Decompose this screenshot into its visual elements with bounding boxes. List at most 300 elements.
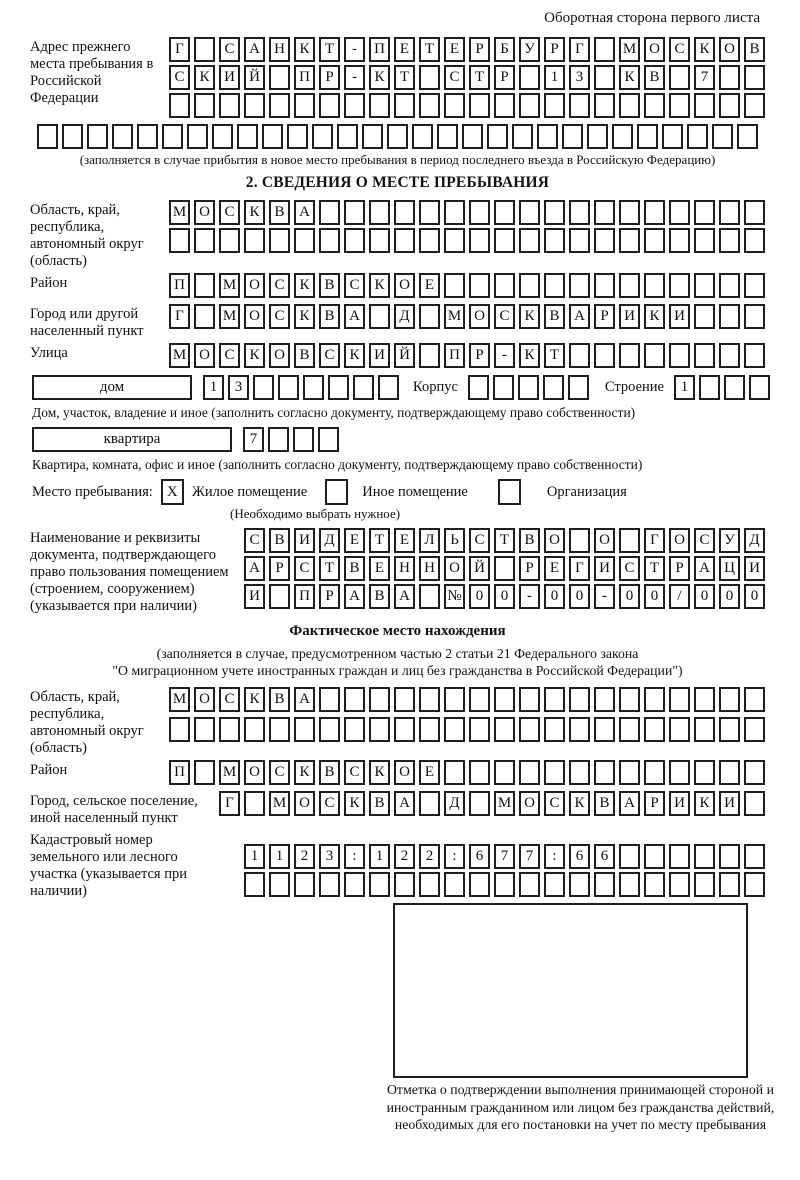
char-cell[interactable] bbox=[328, 375, 349, 400]
char-cell[interactable]: Р bbox=[319, 65, 340, 90]
char-cell[interactable]: Р bbox=[594, 304, 615, 329]
char-cell[interactable] bbox=[719, 343, 740, 368]
char-cell[interactable] bbox=[587, 124, 608, 149]
char-cell[interactable] bbox=[519, 65, 540, 90]
char-cell[interactable] bbox=[662, 124, 683, 149]
char-cell[interactable]: В bbox=[319, 304, 340, 329]
char-cell[interactable] bbox=[268, 427, 289, 452]
char-cell[interactable] bbox=[269, 65, 290, 90]
char-cell[interactable] bbox=[694, 343, 715, 368]
char-cell[interactable]: 1 bbox=[544, 65, 565, 90]
char-cell[interactable] bbox=[543, 375, 564, 400]
char-cell[interactable]: 7 bbox=[694, 65, 715, 90]
char-cell[interactable]: 0 bbox=[694, 584, 715, 609]
char-cell[interactable] bbox=[619, 343, 640, 368]
char-cell[interactable]: 1 bbox=[674, 375, 695, 400]
char-cell[interactable]: П bbox=[169, 760, 190, 785]
char-cell[interactable] bbox=[669, 65, 690, 90]
char-cell[interactable]: П bbox=[169, 273, 190, 298]
char-cell[interactable] bbox=[444, 687, 465, 712]
char-cell[interactable]: Е bbox=[344, 528, 365, 553]
char-cell[interactable]: 7 bbox=[519, 844, 540, 869]
char-cell[interactable] bbox=[337, 124, 358, 149]
char-cell[interactable] bbox=[319, 93, 340, 118]
checkbox-organization[interactable] bbox=[498, 479, 521, 505]
char-cell[interactable] bbox=[444, 760, 465, 785]
char-cell[interactable]: К bbox=[344, 343, 365, 368]
char-cell[interactable] bbox=[644, 872, 665, 897]
char-cell[interactable] bbox=[594, 228, 615, 253]
char-cell[interactable] bbox=[244, 717, 265, 742]
char-cell[interactable] bbox=[569, 687, 590, 712]
char-cell[interactable]: Г bbox=[569, 37, 590, 62]
char-cell[interactable] bbox=[644, 273, 665, 298]
char-cell[interactable]: И bbox=[669, 304, 690, 329]
char-cell[interactable]: К bbox=[519, 343, 540, 368]
char-cell[interactable] bbox=[744, 791, 765, 816]
char-cell[interactable]: О bbox=[244, 760, 265, 785]
char-cell[interactable] bbox=[369, 93, 390, 118]
char-cell[interactable] bbox=[719, 760, 740, 785]
char-cell[interactable] bbox=[537, 124, 558, 149]
char-cell[interactable] bbox=[569, 343, 590, 368]
char-cell[interactable] bbox=[669, 93, 690, 118]
char-cell[interactable]: И bbox=[744, 556, 765, 581]
char-cell[interactable] bbox=[169, 717, 190, 742]
char-cell[interactable] bbox=[694, 760, 715, 785]
char-cell[interactable] bbox=[719, 844, 740, 869]
char-cell[interactable] bbox=[619, 872, 640, 897]
char-cell[interactable]: Ц bbox=[719, 556, 740, 581]
char-cell[interactable]: О bbox=[244, 304, 265, 329]
char-cell[interactable] bbox=[169, 93, 190, 118]
char-cell[interactable]: М bbox=[619, 37, 640, 62]
char-cell[interactable]: К bbox=[619, 65, 640, 90]
char-cell[interactable]: 3 bbox=[319, 844, 340, 869]
char-cell[interactable]: Б bbox=[494, 37, 515, 62]
char-cell[interactable]: - bbox=[344, 37, 365, 62]
char-cell[interactable] bbox=[462, 124, 483, 149]
char-cell[interactable]: Т bbox=[644, 556, 665, 581]
char-cell[interactable]: А bbox=[694, 556, 715, 581]
char-cell[interactable] bbox=[619, 200, 640, 225]
char-cell[interactable]: А bbox=[344, 584, 365, 609]
char-cell[interactable]: М bbox=[169, 343, 190, 368]
char-cell[interactable]: В bbox=[544, 304, 565, 329]
char-cell[interactable] bbox=[293, 427, 314, 452]
char-cell[interactable] bbox=[594, 200, 615, 225]
char-cell[interactable]: К bbox=[244, 343, 265, 368]
char-cell[interactable]: М bbox=[219, 273, 240, 298]
char-cell[interactable] bbox=[694, 687, 715, 712]
char-cell[interactable] bbox=[419, 228, 440, 253]
char-cell[interactable]: 2 bbox=[419, 844, 440, 869]
char-cell[interactable] bbox=[719, 228, 740, 253]
char-cell[interactable] bbox=[353, 375, 374, 400]
char-cell[interactable]: О bbox=[519, 791, 540, 816]
char-cell[interactable]: У bbox=[519, 37, 540, 62]
char-cell[interactable] bbox=[494, 760, 515, 785]
char-cell[interactable] bbox=[719, 872, 740, 897]
char-cell[interactable] bbox=[619, 528, 640, 553]
char-cell[interactable] bbox=[194, 228, 215, 253]
char-cell[interactable] bbox=[744, 872, 765, 897]
char-cell[interactable] bbox=[344, 872, 365, 897]
char-cell[interactable]: В bbox=[369, 791, 390, 816]
char-cell[interactable] bbox=[444, 228, 465, 253]
char-cell[interactable]: И bbox=[719, 791, 740, 816]
char-cell[interactable] bbox=[569, 93, 590, 118]
char-cell[interactable] bbox=[744, 273, 765, 298]
char-cell[interactable] bbox=[669, 273, 690, 298]
char-cell[interactable] bbox=[644, 93, 665, 118]
char-cell[interactable] bbox=[669, 687, 690, 712]
char-cell[interactable] bbox=[594, 273, 615, 298]
char-cell[interactable] bbox=[194, 273, 215, 298]
char-cell[interactable] bbox=[694, 273, 715, 298]
char-cell[interactable] bbox=[444, 273, 465, 298]
char-cell[interactable] bbox=[644, 228, 665, 253]
char-cell[interactable]: В bbox=[294, 343, 315, 368]
char-cell[interactable]: - bbox=[494, 343, 515, 368]
char-cell[interactable]: Р bbox=[544, 37, 565, 62]
char-cell[interactable]: Д bbox=[444, 791, 465, 816]
char-cell[interactable]: Й bbox=[469, 556, 490, 581]
char-cell[interactable]: Е bbox=[369, 556, 390, 581]
char-cell[interactable] bbox=[219, 717, 240, 742]
char-cell[interactable] bbox=[569, 228, 590, 253]
char-cell[interactable]: : bbox=[544, 844, 565, 869]
char-cell[interactable] bbox=[494, 228, 515, 253]
char-cell[interactable] bbox=[494, 717, 515, 742]
char-cell[interactable]: 1 bbox=[369, 844, 390, 869]
char-cell[interactable]: 7 bbox=[494, 844, 515, 869]
char-cell[interactable]: К bbox=[294, 760, 315, 785]
char-cell[interactable]: Т bbox=[419, 37, 440, 62]
char-cell[interactable] bbox=[278, 375, 299, 400]
char-cell[interactable]: О bbox=[444, 556, 465, 581]
char-cell[interactable] bbox=[594, 717, 615, 742]
char-cell[interactable] bbox=[369, 228, 390, 253]
char-cell[interactable] bbox=[619, 760, 640, 785]
char-cell[interactable]: В bbox=[644, 65, 665, 90]
char-cell[interactable]: 2 bbox=[394, 844, 415, 869]
char-cell[interactable] bbox=[419, 304, 440, 329]
char-cell[interactable] bbox=[394, 872, 415, 897]
char-cell[interactable] bbox=[387, 124, 408, 149]
char-cell[interactable] bbox=[244, 93, 265, 118]
char-cell[interactable] bbox=[469, 273, 490, 298]
char-cell[interactable] bbox=[294, 872, 315, 897]
char-cell[interactable] bbox=[269, 717, 290, 742]
char-cell[interactable]: К bbox=[694, 37, 715, 62]
char-cell[interactable]: : bbox=[344, 844, 365, 869]
char-cell[interactable]: 7 bbox=[243, 427, 264, 452]
char-cell[interactable]: С bbox=[344, 760, 365, 785]
char-cell[interactable] bbox=[519, 760, 540, 785]
char-cell[interactable]: О bbox=[719, 37, 740, 62]
char-cell[interactable] bbox=[669, 872, 690, 897]
char-cell[interactable] bbox=[544, 93, 565, 118]
char-cell[interactable] bbox=[594, 93, 615, 118]
char-cell[interactable]: 0 bbox=[744, 584, 765, 609]
char-cell[interactable] bbox=[494, 93, 515, 118]
char-cell[interactable]: К bbox=[519, 304, 540, 329]
char-cell[interactable]: К bbox=[294, 273, 315, 298]
char-cell[interactable]: В bbox=[519, 528, 540, 553]
char-cell[interactable] bbox=[87, 124, 108, 149]
char-cell[interactable]: К bbox=[694, 791, 715, 816]
char-cell[interactable]: К bbox=[569, 791, 590, 816]
char-cell[interactable]: К bbox=[294, 304, 315, 329]
char-cell[interactable] bbox=[744, 200, 765, 225]
char-cell[interactable]: Р bbox=[469, 37, 490, 62]
char-cell[interactable]: М bbox=[219, 304, 240, 329]
char-cell[interactable] bbox=[419, 717, 440, 742]
char-cell[interactable]: 0 bbox=[619, 584, 640, 609]
char-cell[interactable] bbox=[444, 717, 465, 742]
char-cell[interactable]: О bbox=[269, 343, 290, 368]
char-cell[interactable]: В bbox=[269, 200, 290, 225]
char-cell[interactable] bbox=[318, 427, 339, 452]
char-cell[interactable]: В bbox=[319, 273, 340, 298]
char-cell[interactable] bbox=[669, 717, 690, 742]
char-cell[interactable] bbox=[194, 93, 215, 118]
char-cell[interactable] bbox=[287, 124, 308, 149]
char-cell[interactable] bbox=[544, 228, 565, 253]
char-cell[interactable] bbox=[444, 93, 465, 118]
char-cell[interactable]: Е bbox=[444, 37, 465, 62]
char-cell[interactable]: М bbox=[219, 760, 240, 785]
char-cell[interactable] bbox=[694, 872, 715, 897]
char-cell[interactable]: Д bbox=[394, 304, 415, 329]
char-cell[interactable] bbox=[544, 760, 565, 785]
char-cell[interactable] bbox=[344, 717, 365, 742]
char-cell[interactable]: Т bbox=[319, 556, 340, 581]
char-cell[interactable] bbox=[694, 93, 715, 118]
char-cell[interactable]: Р bbox=[469, 343, 490, 368]
char-cell[interactable]: О bbox=[544, 528, 565, 553]
char-cell[interactable]: С bbox=[444, 65, 465, 90]
char-cell[interactable]: О bbox=[669, 528, 690, 553]
char-cell[interactable]: К bbox=[369, 65, 390, 90]
char-cell[interactable] bbox=[419, 687, 440, 712]
char-cell[interactable] bbox=[744, 65, 765, 90]
char-cell[interactable] bbox=[237, 124, 258, 149]
char-cell[interactable] bbox=[744, 717, 765, 742]
char-cell[interactable]: Т bbox=[494, 528, 515, 553]
char-cell[interactable] bbox=[137, 124, 158, 149]
char-cell[interactable] bbox=[419, 65, 440, 90]
char-cell[interactable] bbox=[469, 760, 490, 785]
char-cell[interactable] bbox=[494, 687, 515, 712]
char-cell[interactable] bbox=[369, 304, 390, 329]
char-cell[interactable]: С bbox=[269, 304, 290, 329]
char-cell[interactable] bbox=[644, 717, 665, 742]
char-cell[interactable] bbox=[394, 687, 415, 712]
char-cell[interactable]: Г bbox=[169, 37, 190, 62]
char-cell[interactable] bbox=[244, 791, 265, 816]
char-cell[interactable]: Е bbox=[394, 37, 415, 62]
char-cell[interactable] bbox=[619, 687, 640, 712]
char-cell[interactable] bbox=[594, 65, 615, 90]
char-cell[interactable] bbox=[378, 375, 399, 400]
char-cell[interactable] bbox=[644, 760, 665, 785]
char-cell[interactable] bbox=[694, 844, 715, 869]
char-cell[interactable]: П bbox=[444, 343, 465, 368]
char-cell[interactable]: С bbox=[219, 37, 240, 62]
char-cell[interactable]: 6 bbox=[594, 844, 615, 869]
char-cell[interactable] bbox=[112, 124, 133, 149]
char-cell[interactable]: К bbox=[244, 687, 265, 712]
char-cell[interactable]: К bbox=[644, 304, 665, 329]
char-cell[interactable] bbox=[419, 200, 440, 225]
char-cell[interactable] bbox=[303, 375, 324, 400]
char-cell[interactable] bbox=[619, 93, 640, 118]
char-cell[interactable]: Й bbox=[394, 343, 415, 368]
char-cell[interactable]: М bbox=[269, 791, 290, 816]
char-cell[interactable] bbox=[169, 228, 190, 253]
char-cell[interactable] bbox=[519, 200, 540, 225]
char-cell[interactable]: О bbox=[644, 37, 665, 62]
char-cell[interactable]: Т bbox=[469, 65, 490, 90]
char-cell[interactable] bbox=[319, 687, 340, 712]
char-cell[interactable] bbox=[319, 200, 340, 225]
char-cell[interactable]: С bbox=[219, 343, 240, 368]
char-cell[interactable] bbox=[569, 528, 590, 553]
char-cell[interactable]: Р bbox=[644, 791, 665, 816]
char-cell[interactable] bbox=[394, 200, 415, 225]
char-cell[interactable]: / bbox=[669, 584, 690, 609]
char-cell[interactable] bbox=[744, 844, 765, 869]
char-cell[interactable]: 1 bbox=[269, 844, 290, 869]
char-cell[interactable]: Й bbox=[244, 65, 265, 90]
char-cell[interactable]: Р bbox=[319, 584, 340, 609]
char-cell[interactable]: 6 bbox=[469, 844, 490, 869]
char-cell[interactable]: Д bbox=[744, 528, 765, 553]
char-cell[interactable]: В bbox=[369, 584, 390, 609]
char-cell[interactable]: Ь bbox=[444, 528, 465, 553]
char-cell[interactable]: А bbox=[294, 687, 315, 712]
char-cell[interactable] bbox=[694, 304, 715, 329]
char-cell[interactable] bbox=[568, 375, 589, 400]
char-cell[interactable] bbox=[594, 872, 615, 897]
char-cell[interactable]: Т bbox=[544, 343, 565, 368]
char-cell[interactable] bbox=[194, 304, 215, 329]
char-cell[interactable] bbox=[469, 93, 490, 118]
char-cell[interactable] bbox=[544, 200, 565, 225]
char-cell[interactable]: И bbox=[219, 65, 240, 90]
apartment-box[interactable]: квартира bbox=[32, 427, 232, 452]
char-cell[interactable] bbox=[519, 687, 540, 712]
char-cell[interactable] bbox=[744, 687, 765, 712]
char-cell[interactable] bbox=[294, 228, 315, 253]
char-cell[interactable]: 0 bbox=[719, 584, 740, 609]
char-cell[interactable] bbox=[594, 760, 615, 785]
char-cell[interactable] bbox=[469, 200, 490, 225]
char-cell[interactable]: С bbox=[219, 687, 240, 712]
char-cell[interactable] bbox=[494, 200, 515, 225]
char-cell[interactable] bbox=[262, 124, 283, 149]
char-cell[interactable] bbox=[562, 124, 583, 149]
char-cell[interactable] bbox=[719, 273, 740, 298]
char-cell[interactable] bbox=[419, 872, 440, 897]
char-cell[interactable]: А bbox=[394, 584, 415, 609]
char-cell[interactable] bbox=[719, 304, 740, 329]
char-cell[interactable] bbox=[194, 37, 215, 62]
char-cell[interactable]: Г bbox=[569, 556, 590, 581]
char-cell[interactable] bbox=[494, 872, 515, 897]
char-cell[interactable] bbox=[487, 124, 508, 149]
char-cell[interactable]: В bbox=[744, 37, 765, 62]
char-cell[interactable]: 0 bbox=[569, 584, 590, 609]
char-cell[interactable]: С bbox=[494, 304, 515, 329]
char-cell[interactable] bbox=[294, 717, 315, 742]
char-cell[interactable]: 0 bbox=[494, 584, 515, 609]
char-cell[interactable] bbox=[494, 556, 515, 581]
char-cell[interactable] bbox=[594, 687, 615, 712]
char-cell[interactable] bbox=[569, 717, 590, 742]
char-cell[interactable]: С bbox=[694, 528, 715, 553]
char-cell[interactable] bbox=[412, 124, 433, 149]
char-cell[interactable] bbox=[512, 124, 533, 149]
char-cell[interactable] bbox=[62, 124, 83, 149]
char-cell[interactable]: - bbox=[594, 584, 615, 609]
char-cell[interactable] bbox=[644, 343, 665, 368]
char-cell[interactable]: Т bbox=[319, 37, 340, 62]
char-cell[interactable] bbox=[194, 717, 215, 742]
char-cell[interactable]: С bbox=[619, 556, 640, 581]
char-cell[interactable] bbox=[737, 124, 758, 149]
char-cell[interactable] bbox=[253, 375, 274, 400]
char-cell[interactable]: В bbox=[594, 791, 615, 816]
char-cell[interactable]: Н bbox=[394, 556, 415, 581]
char-cell[interactable] bbox=[219, 228, 240, 253]
char-cell[interactable] bbox=[469, 872, 490, 897]
char-cell[interactable] bbox=[594, 343, 615, 368]
char-cell[interactable]: М bbox=[169, 200, 190, 225]
char-cell[interactable] bbox=[369, 687, 390, 712]
char-cell[interactable] bbox=[544, 717, 565, 742]
char-cell[interactable]: : bbox=[444, 844, 465, 869]
checkbox-residential[interactable]: X bbox=[161, 479, 184, 505]
char-cell[interactable] bbox=[644, 200, 665, 225]
char-cell[interactable]: И bbox=[669, 791, 690, 816]
char-cell[interactable] bbox=[394, 717, 415, 742]
char-cell[interactable] bbox=[419, 343, 440, 368]
char-cell[interactable]: Н bbox=[269, 37, 290, 62]
char-cell[interactable] bbox=[437, 124, 458, 149]
char-cell[interactable]: С bbox=[669, 37, 690, 62]
char-cell[interactable] bbox=[162, 124, 183, 149]
char-cell[interactable]: С bbox=[244, 528, 265, 553]
char-cell[interactable]: А bbox=[569, 304, 590, 329]
char-cell[interactable]: 0 bbox=[469, 584, 490, 609]
char-cell[interactable] bbox=[518, 375, 539, 400]
char-cell[interactable]: П bbox=[294, 65, 315, 90]
char-cell[interactable]: О bbox=[294, 791, 315, 816]
char-cell[interactable]: Т bbox=[394, 65, 415, 90]
char-cell[interactable] bbox=[344, 228, 365, 253]
char-cell[interactable] bbox=[369, 717, 390, 742]
char-cell[interactable]: М bbox=[444, 304, 465, 329]
char-cell[interactable] bbox=[519, 872, 540, 897]
char-cell[interactable] bbox=[519, 273, 540, 298]
char-cell[interactable]: С bbox=[319, 791, 340, 816]
char-cell[interactable] bbox=[619, 844, 640, 869]
char-cell[interactable]: О bbox=[394, 760, 415, 785]
char-cell[interactable]: В bbox=[269, 687, 290, 712]
